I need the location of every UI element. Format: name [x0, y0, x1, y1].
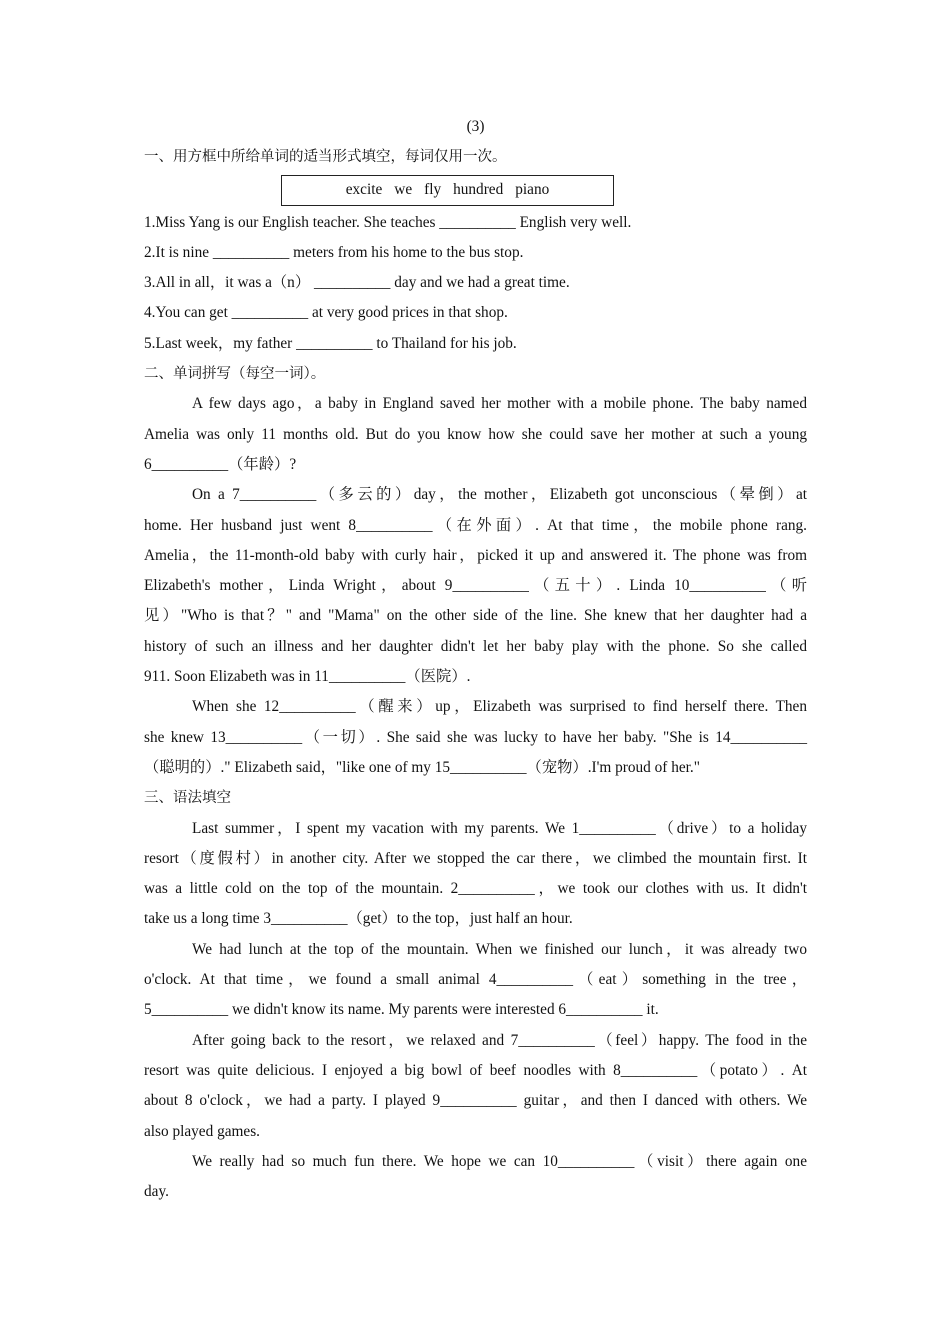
- passage-line: 5__________ we didn't know its name. My parents were interested 6__________ it.: [144, 1001, 659, 1019]
- passage-line: 6__________（年龄）?: [144, 455, 297, 473]
- passage-line: On a 7__________（多云的）day，the mother，Elizabeth got unconscious（晕倒）at: [192, 486, 807, 504]
- page-number: (3): [466, 118, 485, 135]
- question-item: 3.All in all，it was a（n） __________ day and we had a great time.: [144, 274, 570, 292]
- passage-line: 见）"Who is that？" and "Mama" on the other side of the line. She knew that her daughter had a: [144, 607, 807, 625]
- word-bank-item: fly: [424, 181, 442, 199]
- section3-heading: 三、语法填空: [144, 790, 231, 807]
- passage-line: We really had so much fun there. We hope we can 10__________（visit）there again one: [192, 1152, 807, 1170]
- word-bank-item: hundred: [453, 181, 504, 199]
- passage-line: Amelia，the 11-month-old baby with curly hair，picked it up and answered it. The phone was from: [144, 546, 807, 564]
- passage-line: （聪明的）." Elizabeth said，"like one of my 15__________（宠物）.I'm proud of her.": [144, 758, 700, 776]
- passage-line: Amelia was only 11 months old. But do you know how she could save her mother at such a young: [144, 425, 807, 443]
- passage-line: We had lunch at the top of the mountain. When we finished our lunch，it was already two: [192, 940, 807, 958]
- word-bank-item: piano: [515, 181, 550, 199]
- word-bank-item: we: [394, 181, 413, 199]
- word-bank-box: [281, 175, 614, 206]
- passage-line: day.: [144, 1183, 169, 1201]
- passage-line: also played games.: [144, 1122, 260, 1140]
- passage-line: Elizabeth's mother，Linda Wright，about 9__________（五十）. Linda 10__________（听: [144, 577, 807, 595]
- passage-line: o'clock. At that time，we found a small animal 4__________（eat）something in the tree，: [144, 971, 807, 989]
- passage-line: resort was quite delicious. I enjoyed a big bowl of beef noodles with 8__________（potato）. At: [144, 1061, 807, 1079]
- question-item: 2.It is nine __________ meters from his home to the bus stop.: [144, 243, 524, 261]
- passage-line: she knew 13__________（一切）. She said she was lucky to have her baby. "She is 14__________: [144, 728, 807, 746]
- question-item: 1.Miss Yang is our English teacher. She teaches __________ English very well.: [144, 213, 632, 231]
- worksheet-page: [144, 112, 807, 1207]
- passage-line: about 8 o'clock，we had a party. I played 9__________ guitar，and then I danced with others. We: [144, 1092, 807, 1110]
- passage-line: A few days ago，a baby in England saved her mother with a mobile phone. The baby named: [192, 395, 807, 413]
- passage-line: Last summer，I spent my vacation with my parents. We 1__________（drive）to a holiday: [192, 819, 807, 837]
- word-bank-item: excite: [345, 181, 383, 199]
- passage-line: home. Her husband just went 8__________（在外面）. At that time，the mobile phone rang.: [144, 516, 807, 534]
- section1-heading: 一、用方框中所给单词的适当形式填空，每词仅用一次。: [144, 149, 507, 166]
- passage-line: After going back to the resort，we relaxed and 7__________（feel）happy. The food in the: [192, 1031, 807, 1049]
- passage-line: take us a long time 3__________（get）to the top，just half an hour.: [144, 910, 573, 928]
- passage-line: was a little cold on the top of the mountain. 2__________，we took our clothes with us. It didn't: [144, 880, 807, 898]
- section2-heading: 二、单词拼写（每空一词）。: [144, 366, 326, 383]
- question-item: 4.You can get __________ at very good prices in that shop.: [144, 304, 508, 322]
- question-item: 5.Last week，my father __________ to Thailand for his job.: [144, 334, 517, 352]
- passage-line: history of such an illness and her daughter didn't let her baby play with the phone. So she called: [144, 637, 807, 655]
- passage-line: 911. Soon Elizabeth was in 11__________（医院）.: [144, 668, 471, 686]
- passage-line: resort（度假村）in another city. After we stopped the car there，we climbed the mountain first. It: [144, 849, 807, 867]
- passage-line: When she 12__________（醒来）up，Elizabeth was surprised to find herself there. Then: [192, 698, 807, 716]
